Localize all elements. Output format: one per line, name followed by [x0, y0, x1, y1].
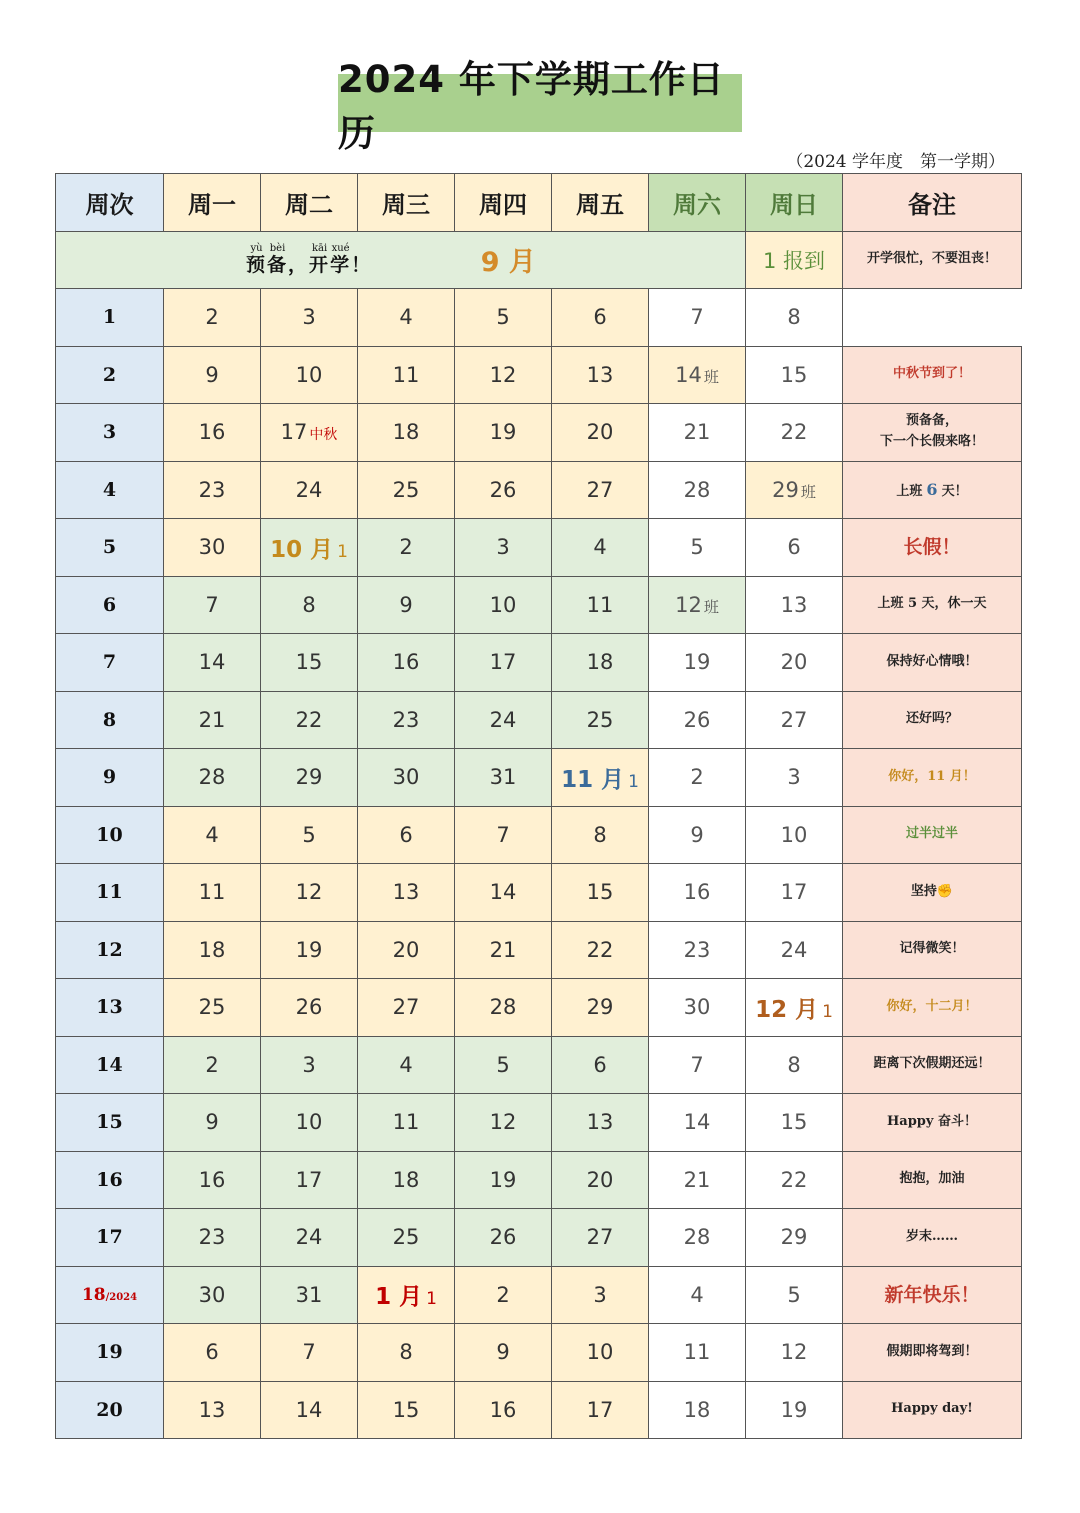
cal-cell: 22: [552, 921, 649, 979]
cal-cell: 8: [358, 1324, 455, 1382]
cal-cell: 23: [164, 461, 261, 519]
cal-cell: 26: [649, 691, 746, 749]
cal-cell: 25: [164, 979, 261, 1037]
cal-cell: 10: [261, 346, 358, 404]
week-number: 4: [56, 461, 164, 519]
greeting-text: 预yù备bèi，开kāi学xué！: [246, 243, 373, 277]
cal-cell: 10 月 1: [261, 519, 358, 577]
cal-cell: 7: [455, 806, 552, 864]
cal-cell: 12 班: [649, 576, 746, 634]
cal-cell: 24: [261, 1209, 358, 1267]
cal-cell: 30: [164, 1266, 261, 1324]
cal-cell: 19: [649, 634, 746, 692]
cal-cell: 3: [455, 519, 552, 577]
note-cell: 中秋节到了！: [843, 346, 1022, 404]
cal-cell: 8: [552, 806, 649, 864]
cal-cell: 29: [261, 749, 358, 807]
cal-cell: 17: [455, 634, 552, 692]
week-number: 11: [56, 864, 164, 922]
cal-cell: 3: [261, 289, 358, 347]
cal-cell: 18: [358, 404, 455, 462]
cal-cell: 22: [746, 1151, 843, 1209]
cal-cell: 14 班: [649, 346, 746, 404]
cal-cell: 20: [552, 1151, 649, 1209]
cal-cell: 22: [746, 404, 843, 462]
week-number: 10: [56, 806, 164, 864]
week-row: [56, 404, 1022, 462]
cal-cell: 15: [358, 1381, 455, 1439]
cal-cell: 12: [455, 346, 552, 404]
cal-cell: 4: [552, 519, 649, 577]
cal-cell: 5: [455, 289, 552, 347]
week-row: [56, 864, 1022, 922]
week-row: [56, 289, 1022, 347]
cal-cell: 30: [358, 749, 455, 807]
cal-cell: 31: [261, 1266, 358, 1324]
cal-cell: 10: [455, 576, 552, 634]
cal-cell: 30: [649, 979, 746, 1037]
cal-cell: 18: [649, 1381, 746, 1439]
header-thu: 周四: [455, 174, 552, 232]
cal-cell: 30: [164, 519, 261, 577]
note-cell: 抱抱，加油: [843, 1151, 1022, 1209]
note-cell: 上班 5 天，休一天: [843, 576, 1022, 634]
week-number: 8: [56, 691, 164, 749]
calendar-table: [55, 173, 1022, 1439]
note-cell: 预备备， 下一个长假来咯！: [843, 404, 1022, 462]
cal-cell: 12 月 1: [746, 979, 843, 1037]
cal-cell: 6: [164, 1324, 261, 1382]
cal-cell: 18: [358, 1151, 455, 1209]
cal-cell: 15: [746, 1094, 843, 1152]
cal-cell: 21: [649, 1151, 746, 1209]
cal-cell: 24: [455, 691, 552, 749]
cal-cell: 3: [552, 1266, 649, 1324]
week-number: 6: [56, 576, 164, 634]
cal-cell: 14: [455, 864, 552, 922]
cal-cell: 15: [261, 634, 358, 692]
cal-cell: 26: [261, 979, 358, 1037]
week-row: [56, 346, 1022, 404]
cal-cell: 31: [455, 749, 552, 807]
cal-cell: 29: [552, 979, 649, 1037]
cal-cell: 28: [649, 461, 746, 519]
cal-cell: 9: [164, 1094, 261, 1152]
cal-cell: 28: [649, 1209, 746, 1267]
cal-cell: 7: [261, 1324, 358, 1382]
cal-cell: 12: [746, 1324, 843, 1382]
cal-cell: 27: [358, 979, 455, 1037]
cal-cell: 13: [164, 1381, 261, 1439]
week-number: 2: [56, 346, 164, 404]
cal-cell: 12: [455, 1094, 552, 1152]
week-number: 3: [56, 404, 164, 462]
cal-cell: 2: [358, 519, 455, 577]
note-cell: 还好吗？: [843, 691, 1022, 749]
cal-cell: 11: [164, 864, 261, 922]
cal-cell: 7: [164, 576, 261, 634]
cal-cell: 21: [455, 921, 552, 979]
cal-cell: 10: [746, 806, 843, 864]
cal-cell: 15: [552, 864, 649, 922]
cal-cell: 24: [746, 921, 843, 979]
cal-cell: 3: [261, 1036, 358, 1094]
cal-cell: 21: [649, 404, 746, 462]
week-row: [56, 1209, 1022, 1267]
cal-cell: 20: [746, 634, 843, 692]
note-cell: 你好，十二月！: [843, 979, 1022, 1037]
cal-cell: 2: [455, 1266, 552, 1324]
cal-cell: 20: [552, 404, 649, 462]
cal-cell: 17 中秋: [261, 404, 358, 462]
cal-cell: 23: [649, 921, 746, 979]
week-row: [56, 979, 1022, 1037]
week-number: 18/2024: [56, 1266, 164, 1324]
cal-cell: 6: [552, 289, 649, 347]
cal-cell: 27: [552, 1209, 649, 1267]
week-row: [56, 1266, 1022, 1324]
header-sun: 周日: [746, 174, 843, 232]
week-number: 5: [56, 519, 164, 577]
cal-cell: 19: [455, 1151, 552, 1209]
cal-cell: 12: [261, 864, 358, 922]
intro-banner: [56, 231, 746, 289]
note-cell: 假期即将驾到！: [843, 1324, 1022, 1382]
note-cell: Happy 奋斗！: [843, 1094, 1022, 1152]
cal-cell: 4: [649, 1266, 746, 1324]
cal-cell: 7: [649, 1036, 746, 1094]
cal-cell: 13: [358, 864, 455, 922]
week-row: [56, 806, 1022, 864]
cal-cell: 13: [552, 346, 649, 404]
cal-cell: 14: [649, 1094, 746, 1152]
cal-cell: 8: [746, 1036, 843, 1094]
cal-cell: 9: [649, 806, 746, 864]
week-row: [56, 749, 1022, 807]
cal-cell: 16: [358, 634, 455, 692]
week-row: [56, 1094, 1022, 1152]
cal-cell: 11: [358, 346, 455, 404]
cal-cell: 26: [455, 1209, 552, 1267]
cal-cell: 21: [164, 691, 261, 749]
cal-cell: 22: [261, 691, 358, 749]
cal-cell: 24: [261, 461, 358, 519]
cal-cell: 9: [164, 346, 261, 404]
cal-cell: 2: [164, 289, 261, 347]
intro-row: [56, 231, 1022, 289]
header-tue: 周二: [261, 174, 358, 232]
cal-cell: 10: [552, 1324, 649, 1382]
cal-cell: 4: [358, 1036, 455, 1094]
note-cell: Happy day!: [843, 1381, 1022, 1439]
cal-cell: 7: [649, 289, 746, 347]
cal-cell: 28: [164, 749, 261, 807]
week-number: 13: [56, 979, 164, 1037]
week-number: 12: [56, 921, 164, 979]
cal-cell: 17: [746, 864, 843, 922]
cal-cell: 27: [552, 461, 649, 519]
note-cell: 岁末……: [843, 1209, 1022, 1267]
week-row: [56, 921, 1022, 979]
cal-cell: 20: [358, 921, 455, 979]
note-cell: 记得微笑！: [843, 921, 1022, 979]
cal-cell: 5: [261, 806, 358, 864]
month-september: 9 月: [480, 247, 536, 279]
week-number: 9: [56, 749, 164, 807]
note-cell: 你好，11 月！: [843, 749, 1022, 807]
cal-cell: 6: [746, 519, 843, 577]
note-cell: 距离下次假期还远！: [843, 1036, 1022, 1094]
cal-cell: 19: [261, 921, 358, 979]
cal-cell: 18: [164, 921, 261, 979]
header-note: 备注: [843, 174, 1022, 232]
cal-cell: 15: [746, 346, 843, 404]
cal-cell: 25: [358, 1209, 455, 1267]
cal-cell: 4: [164, 806, 261, 864]
cal-cell: 17: [261, 1151, 358, 1209]
cal-cell: 1 月 1: [358, 1266, 455, 1324]
week-number: 19: [56, 1324, 164, 1382]
cal-cell: 11: [358, 1094, 455, 1152]
cal-cell: 23: [164, 1209, 261, 1267]
week-row: [56, 461, 1022, 519]
cal-cell: 19: [455, 404, 552, 462]
note-cell: 开学很忙，不要沮丧！: [843, 231, 1022, 289]
note-cell: 过半过半: [843, 806, 1022, 864]
week-row: [56, 1324, 1022, 1382]
week-row: [56, 1151, 1022, 1209]
cal-cell: 26: [455, 461, 552, 519]
note-cell: 长假！: [843, 519, 1022, 577]
week-row: [56, 634, 1022, 692]
cal-cell: 29 班: [746, 461, 843, 519]
cal-cell: 27: [746, 691, 843, 749]
cal-cell: 14: [164, 634, 261, 692]
cal-cell: 25: [552, 691, 649, 749]
week-number: 15: [56, 1094, 164, 1152]
header-fri: 周五: [552, 174, 649, 232]
week-row: [56, 1381, 1022, 1439]
cal-cell: 28: [455, 979, 552, 1037]
page-title: 2024 年下学期工作日历: [338, 74, 742, 132]
cal-cell: 16: [164, 404, 261, 462]
cal-cell: 9: [455, 1324, 552, 1382]
week-number: 7: [56, 634, 164, 692]
cal-cell: 11: [552, 576, 649, 634]
week-row: [56, 691, 1022, 749]
note-cell: 保持好心情哦！: [843, 634, 1022, 692]
week-row: [56, 576, 1022, 634]
cal-cell: 1 报到: [746, 231, 843, 289]
header-row: [56, 174, 1022, 232]
cal-cell: 6: [358, 806, 455, 864]
cal-cell: 6: [552, 1036, 649, 1094]
cal-cell: 25: [358, 461, 455, 519]
semester-subtitle: （2024 学年度 第一学期）: [786, 152, 1005, 172]
cal-cell: 10: [261, 1094, 358, 1152]
week-number: 14: [56, 1036, 164, 1094]
header-wed: 周三: [358, 174, 455, 232]
cal-cell: 11 月 1: [552, 749, 649, 807]
cal-cell: 8: [261, 576, 358, 634]
cal-cell: 16: [649, 864, 746, 922]
cal-cell: 13: [552, 1094, 649, 1152]
cal-cell: 8: [746, 289, 843, 347]
note-cell: 坚持✊: [843, 864, 1022, 922]
cal-cell: 16: [455, 1381, 552, 1439]
week-number: 16: [56, 1151, 164, 1209]
cal-cell: 17: [552, 1381, 649, 1439]
week-row: [56, 519, 1022, 577]
cal-cell: 14: [261, 1381, 358, 1439]
cal-cell: 16: [164, 1151, 261, 1209]
cal-cell: 23: [358, 691, 455, 749]
week-row: [56, 1036, 1022, 1094]
cal-cell: 5: [649, 519, 746, 577]
cal-cell: 19: [746, 1381, 843, 1439]
note-cell: 新年快乐！: [843, 1266, 1022, 1324]
cal-cell: 18: [552, 634, 649, 692]
week-number: 17: [56, 1209, 164, 1267]
note-cell: 上班 6 天！: [843, 461, 1022, 519]
cal-cell: 4: [358, 289, 455, 347]
cal-cell: 2: [649, 749, 746, 807]
cal-cell: 13: [746, 576, 843, 634]
cal-cell: 29: [746, 1209, 843, 1267]
cal-cell: 5: [746, 1266, 843, 1324]
header-mon: 周一: [164, 174, 261, 232]
cal-cell: 9: [358, 576, 455, 634]
cal-cell: 2: [164, 1036, 261, 1094]
header-sat: 周六: [649, 174, 746, 232]
header-week: 周次: [56, 174, 164, 232]
cal-cell: 3: [746, 749, 843, 807]
cal-cell: 11: [649, 1324, 746, 1382]
cal-cell: 5: [455, 1036, 552, 1094]
week-number: 1: [56, 289, 164, 347]
week-number: 20: [56, 1381, 164, 1439]
